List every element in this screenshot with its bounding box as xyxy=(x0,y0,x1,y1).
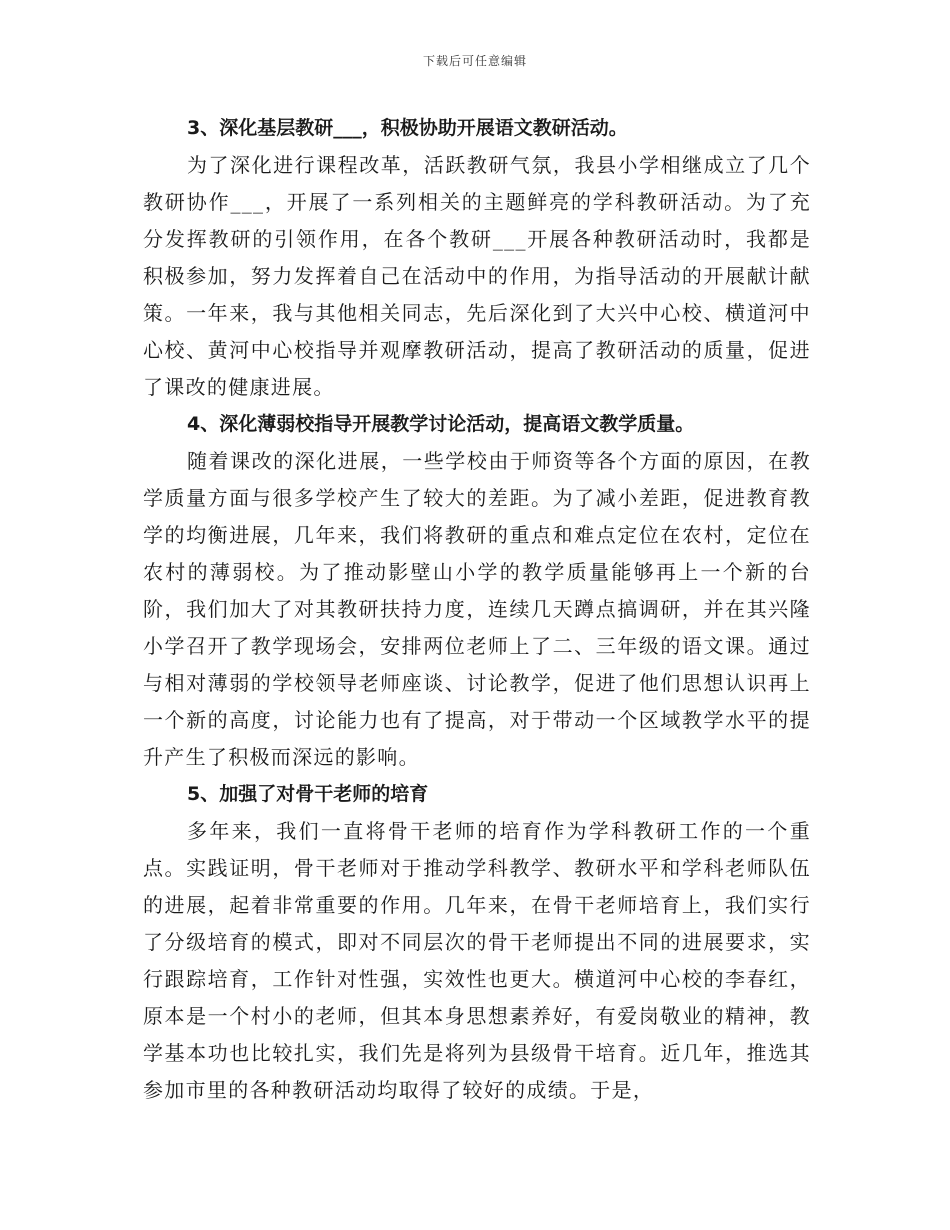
section-heading-3: 3、深化基层教研___，积极协助开展语文教研活动。 xyxy=(187,117,628,139)
section-paragraph-5: 多年来，我们一直将骨干老师的培育作为学科教研工作的一个重点。实践证明，骨干老师对于推动学科教学、教研水平和学科老师队伍的进展，起着非常重要的作用。几年来，在骨干老师培育上，我们实行了分级培育的模式，即对不同层次的骨干老师提出不同的进展要求，实行跟踪培育，工作针对性强，实效性也更大。横道河中心校的李春红，原本是一个村小的老师，但其本身思想素养好，有爱岗敬业的精神，教学基本功也比较扎实，我们先是将列为县级骨干培育。近几年，推选其参加市里的各种教研活动均取得了较好的成绩。于是， xyxy=(143,819,811,1102)
document-body xyxy=(143,110,811,1109)
section-heading-5: 5、加强了对骨干老师的培育 xyxy=(187,783,429,805)
page-header-note: 下载后可任意编辑 xyxy=(422,54,527,68)
section-paragraph-4: 随着课改的深化进展，一些学校由于师资等各个方面的原因，在教学质量方面与很多学校产生了较大的差距。为了减小差距，促进教育教学的均衡进展，几年来，我们将教研的重点和难点定位在农村，定位在农村的薄弱校。为了推动影壁山小学的教学质量能够再上一个新的台阶，我们加大了对其教研扶持力度，连续几天蹲点搞调研，并在其兴隆小学召开了教学现场会，安排两位老师上了二、三年级的语文课。通过与相对薄弱的学校领导老师座谈、讨论教学，促进了他们思想认识再上一个新的高度，讨论能力也有了提高，对于带动一个区域教学水平的提升产生了积极而深远的影响。 xyxy=(143,449,811,769)
section-heading-4: 4、深化薄弱校指导开展教学讨论活动，提高语文教学质量。 xyxy=(187,413,695,435)
section-paragraph-3: 为了深化进行课程改革，活跃教研气氛，我县小学相继成立了几个教研协作___，开展了一系列相关的主题鲜亮的学科教研活动。为了充分发挥教研的引领作用，在各个教研___开展各种教研活动时，我都是积极参加，努力发挥着自己在活动中的作用，为指导活动的开展献计献策。一年来，我与其他相关同志，先后深化到了大兴中心校、横道河中心校、黄河中心校指导并观摩教研活动，提高了教研活动的质量，促进了课改的健康进展。 xyxy=(143,153,811,399)
